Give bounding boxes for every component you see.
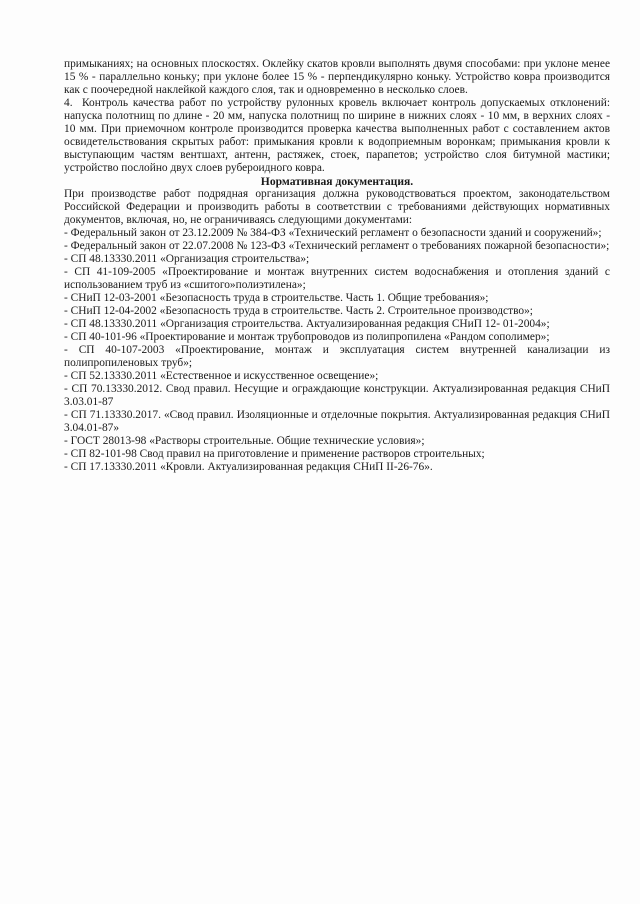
item-4-number: 4. (64, 97, 73, 109)
document-list-item: - СНиП 12-03-2001 «Безопасность труда в строительстве. Часть 1. Общие требования»; (64, 292, 489, 304)
document-list-item: - СП 48.13330.2011 «Организация строительства»; (64, 253, 310, 265)
document-list-item: - Федеральный закон от 23.12.2009 № 384-ФЗ «Технический регламент о безопасности зданий и сооружений»; (64, 227, 602, 239)
document-list-item: - СП 70.13330.2012. Свод правил. Несущие и ограждающие конструкции. Актуализированная редакция СНиП 3.03.01-87 (64, 383, 610, 408)
section-heading: Нормативная документация. (260, 175, 414, 188)
document-list-item: - ГОСТ 28013-98 «Растворы строительные. Общие технические условия»; (64, 435, 425, 447)
document-list-item: - СП 52.13330.2011 «Естественное и искусственное освещение»; (64, 370, 379, 382)
document-list-item: - СП 17.13330.2011 «Кровли. Актуализированная редакция СНиП II-26-76». (64, 461, 433, 473)
document-list-item: - СП 41-109-2005 «Проектирование и монтаж внутренних систем водоснабжения и отопления зданий с использованием труб из «сшитого»полиэтилена»; (64, 266, 610, 291)
document-list-item: - СП 82-101-98 Свод правил на приготовление и применение растворов строительных; (64, 448, 485, 460)
document-list-item: - Федеральный закон от 22.07.2008 № 123-ФЗ «Технический регламент о требованиях пожарной безопасности»; (64, 240, 610, 252)
item-4-text: Контроль качества работ по устройству рулонных кровель включает контроль допускаемых отклонений: напуска полотнищ по длине - 20 мм, напуска полотнищ по ширине в нижних слоях - 10 мм, в верхних слоях - 10 мм. При приемочном контроле производится проверка качества выполненных работ с составлением актов освидетельствования скрытых работ: примыкания кровли к водоприемным воронкам; примыкания кровли к выступающим частям вентшахт, антенн, растяжек, стоек, парапетов; устройство слоя битумной мастики; устройство послойно двух слоев рубероидного ковра. (64, 97, 610, 174)
document-list-item: - СП 40-101-96 «Проектирование и монтаж трубопроводов из полипропилена «Рандом сополимер»; (64, 331, 550, 343)
intro-paragraph: При производстве работ подрядная организация должна руководствоваться проектом, законодательством Российской Федерации и производить работы в соответствии с требованиями действующих нормативных документов, включая, но, не ограничиваясь следующими документами: (64, 188, 610, 226)
document-list-item: - СП 71.13330.2017. «Свод правил. Изоляционные и отделочные покрытия. Актуализированная редакция СНиП 3.04.01-87» (64, 409, 610, 434)
document-list-item: - СНиП 12-04-2002 «Безопасность труда в строительстве. Часть 2. Строительное производство»; (64, 305, 533, 317)
continuation-paragraph: примыканиях; на основных плоскостях. Оклейку скатов кровли выполнять двумя способами: при уклоне менее 15 % - параллельно коньку; при уклоне более 15 % - перпендикулярно коньку. Устройство ковра производится как с поочередной наклейкой каждого слоя, так и одновременно в несколько слоев. (64, 58, 610, 96)
document-list-item: - СП 40-107-2003 «Проектирование, монтаж и эксплуатация систем внутренней канализации из полипропиленовых труб»; (64, 344, 610, 369)
item-4-paragraph (64, 97, 610, 175)
documents-list (64, 227, 610, 474)
document-list-item: - СП 48.13330.2011 «Организация строительства. Актуализированная редакция СНиП 12- 01-2004»; (64, 318, 550, 330)
